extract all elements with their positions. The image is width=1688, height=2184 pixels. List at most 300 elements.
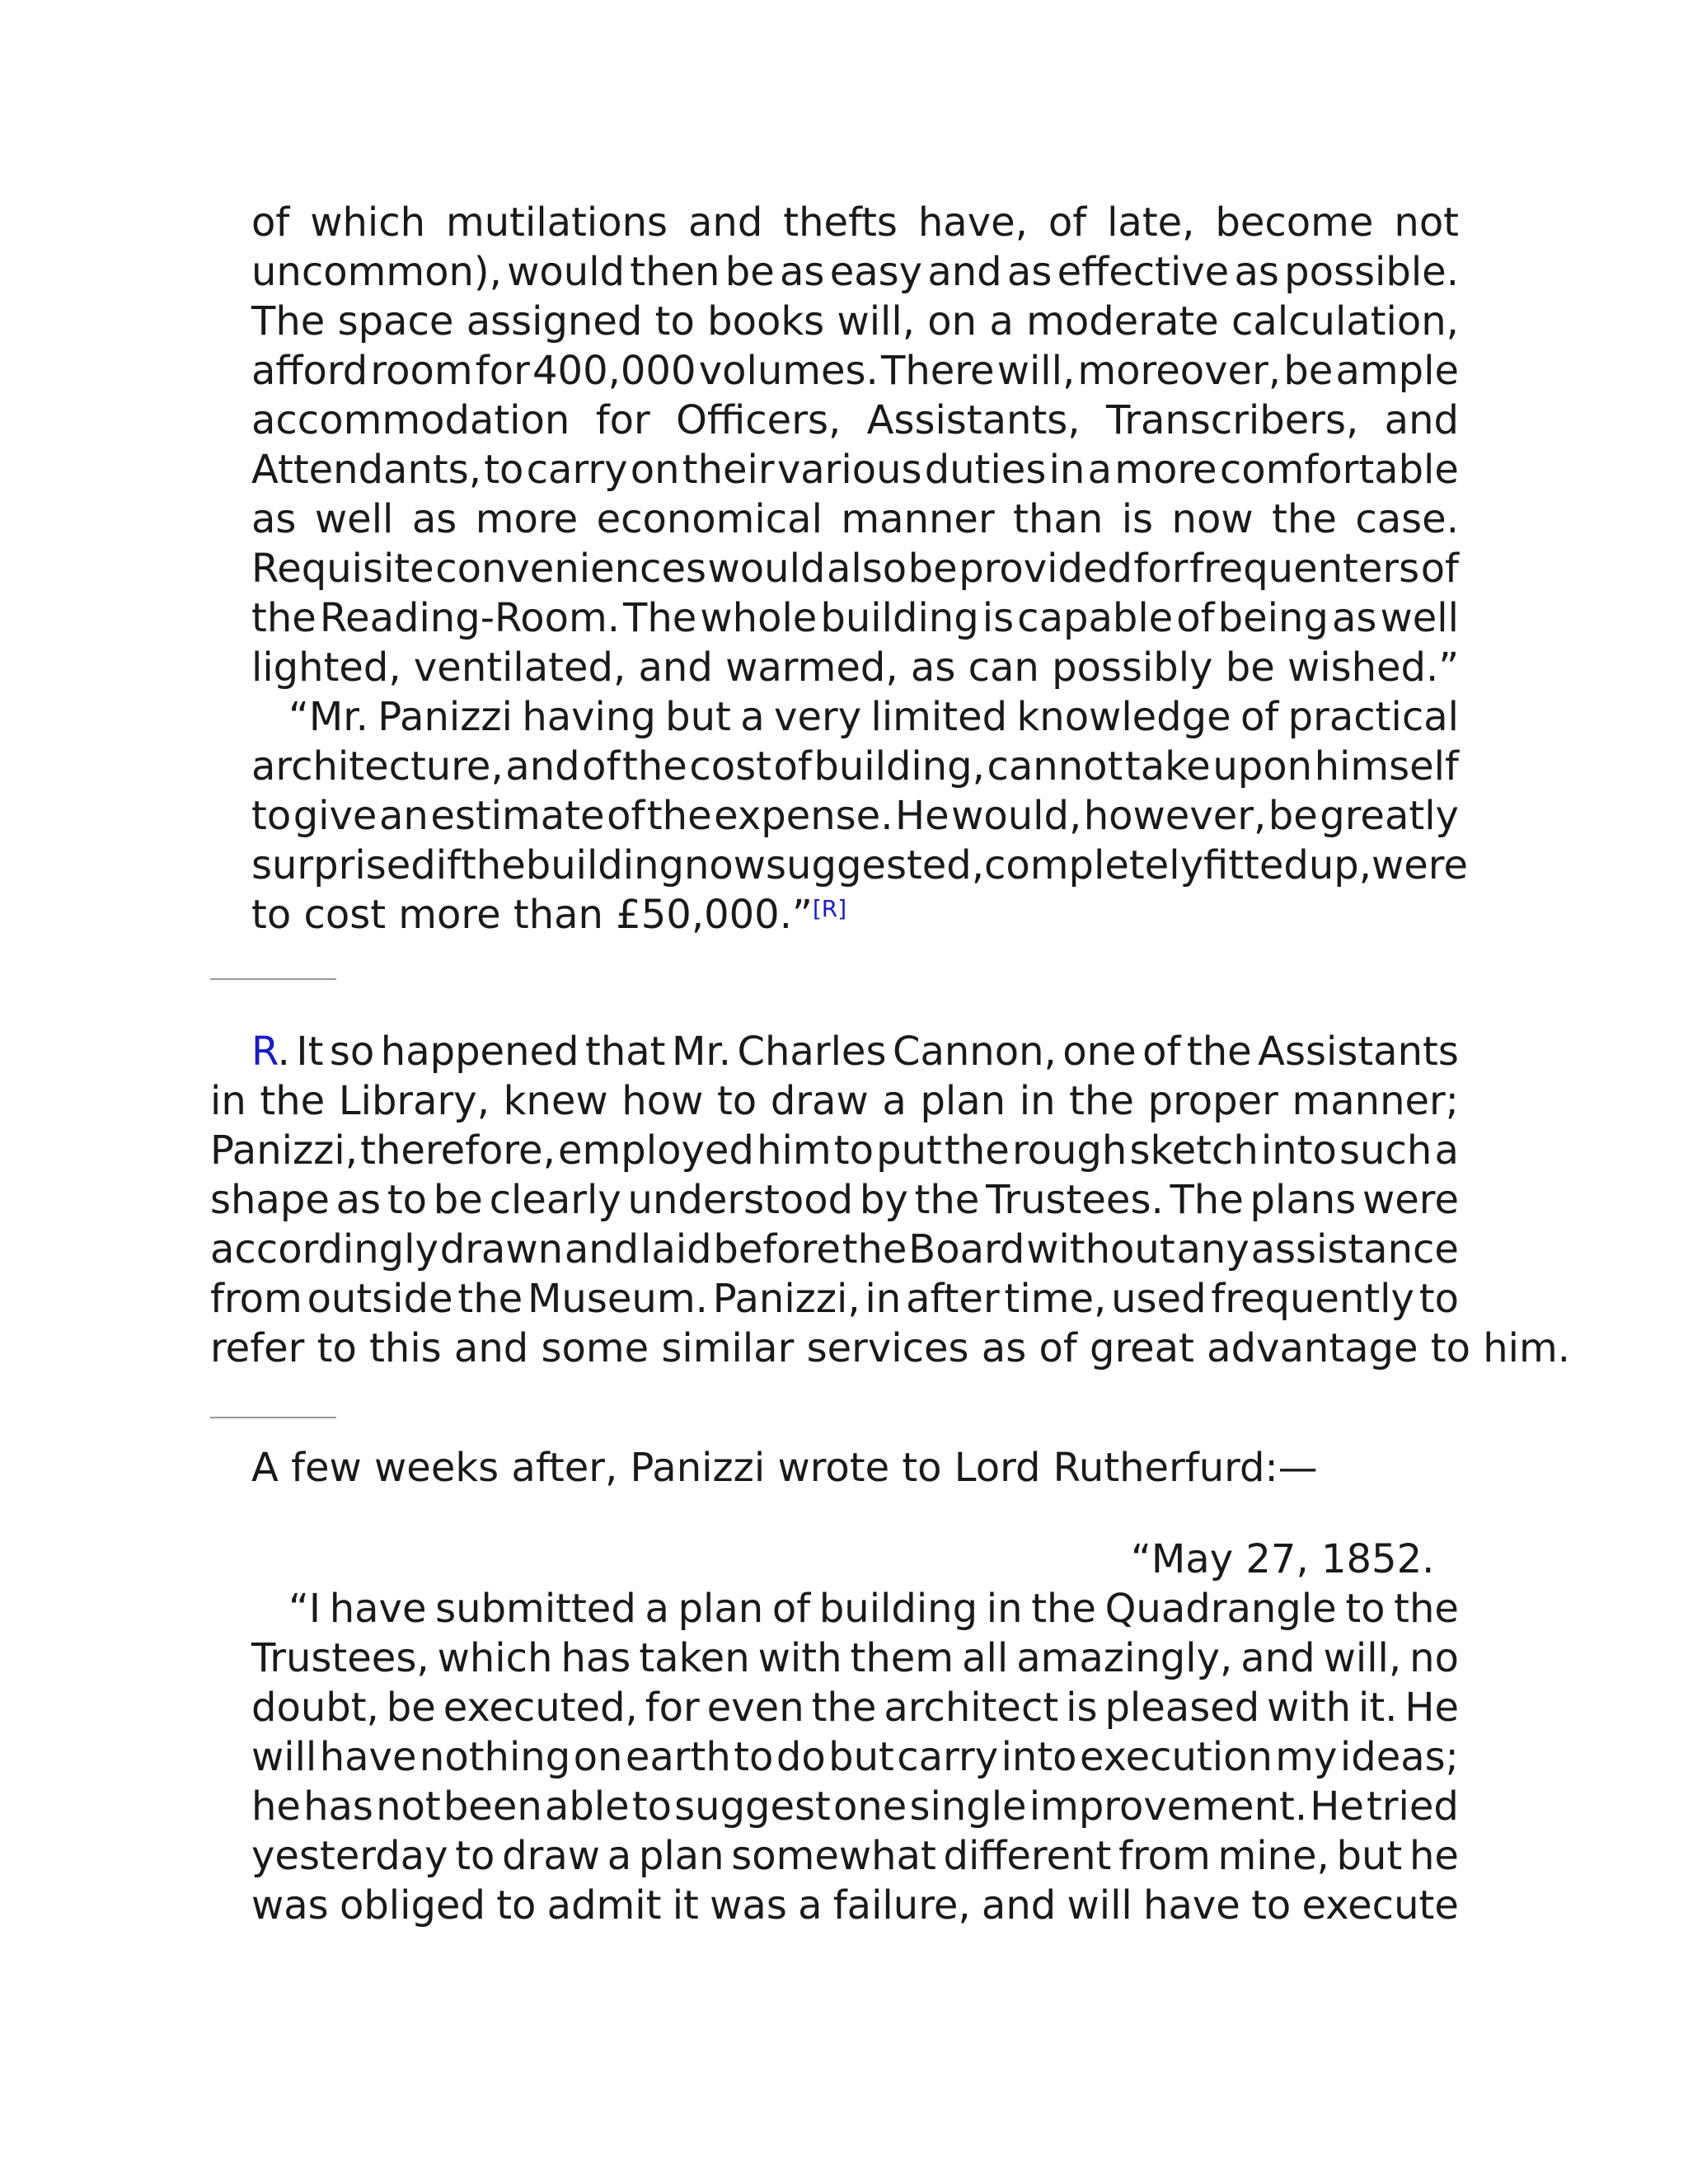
- word: draw: [502, 1833, 600, 1879]
- word: with: [1267, 1685, 1352, 1731]
- text-line: [251, 791, 1459, 841]
- word: such: [1339, 1127, 1432, 1174]
- word: room: [370, 348, 473, 394]
- word: Assistants: [1258, 1029, 1459, 1075]
- word: then: [630, 249, 720, 295]
- word: He: [894, 793, 950, 839]
- word: the: [1031, 1586, 1096, 1632]
- word: any: [1176, 1226, 1250, 1272]
- text-line: [251, 494, 1459, 544]
- word: on: [573, 1734, 623, 1780]
- word: upon: [1212, 743, 1313, 790]
- word: pleased: [1104, 1685, 1260, 1731]
- word: mine,: [1217, 1833, 1329, 1879]
- word: for: [475, 348, 530, 394]
- word: which: [437, 1635, 553, 1681]
- word: not: [1394, 199, 1459, 246]
- footnote-first-line-rest: .: [277, 1029, 290, 1075]
- text-line: [210, 1274, 1459, 1324]
- word: to: [484, 447, 524, 493]
- word: have: [1143, 1882, 1240, 1929]
- word: therefore,: [360, 1127, 556, 1174]
- text-line: [251, 1732, 1459, 1782]
- footnote-line-content: [251, 1027, 1459, 1076]
- word: and: [505, 743, 580, 790]
- word: to: [455, 1833, 495, 1879]
- word: a: [882, 1078, 907, 1124]
- word: limited: [870, 694, 1008, 740]
- word: clearly: [489, 1177, 621, 1223]
- word: as: [1006, 249, 1053, 295]
- word: however,: [1083, 793, 1267, 839]
- word: the: [460, 842, 526, 888]
- word: more: [1114, 447, 1217, 493]
- word: It: [296, 1029, 324, 1075]
- word: to: [251, 793, 292, 839]
- word: comfortable: [1219, 447, 1459, 493]
- word: for: [1133, 546, 1189, 592]
- word: duties: [924, 447, 1047, 493]
- word: draw: [770, 1078, 869, 1124]
- word: conveniences: [435, 546, 706, 592]
- text-line: [251, 841, 1469, 890]
- word: was: [251, 1882, 329, 1929]
- text-line: [251, 346, 1459, 396]
- word: put: [876, 1127, 942, 1174]
- word: and: [688, 199, 763, 246]
- word: failure,: [832, 1882, 971, 1929]
- word: all: [962, 1635, 1009, 1681]
- word: amazingly,: [1016, 1635, 1233, 1681]
- word: whole: [700, 595, 818, 641]
- word: become: [1215, 199, 1374, 246]
- word: building: [818, 1586, 978, 1632]
- word: economical: [596, 496, 823, 542]
- word: before: [713, 1226, 841, 1272]
- word: would: [707, 546, 826, 592]
- word: to: [631, 1783, 672, 1830]
- word: volumes.: [698, 348, 879, 394]
- word: well: [1380, 595, 1459, 641]
- word: but: [665, 694, 731, 740]
- word: Panizzi: [377, 694, 513, 740]
- word: Museum.: [528, 1276, 708, 1322]
- word: take: [1124, 743, 1211, 790]
- word: submitted: [435, 1586, 636, 1632]
- footnote-first-line: [251, 1027, 1459, 1076]
- word: a: [1434, 1127, 1459, 1174]
- word: very: [774, 694, 862, 740]
- word: but: [1336, 1833, 1403, 1879]
- text-line: [251, 742, 1459, 791]
- word: Reading-Room.: [319, 595, 620, 641]
- word: The: [1170, 1177, 1244, 1223]
- word: Quadrangle: [1104, 1586, 1337, 1632]
- text-line: [251, 544, 1459, 593]
- word: The: [251, 298, 326, 344]
- word: building,: [814, 743, 985, 790]
- word: execution: [1079, 1734, 1273, 1780]
- letter-date: “May 27, 1852.: [1131, 1536, 1435, 1582]
- word: and: [1240, 1635, 1315, 1681]
- word: knowledge: [1016, 694, 1231, 740]
- word: “I: [288, 1586, 321, 1632]
- word: a: [798, 1882, 823, 1929]
- word: Requisite: [251, 546, 434, 592]
- footnote-ref-link[interactable]: [R]: [812, 895, 847, 922]
- word: also: [826, 546, 907, 592]
- word: to: [387, 1177, 428, 1223]
- word: have,: [917, 199, 1028, 246]
- word: which: [310, 199, 426, 246]
- text-line: [251, 593, 1459, 643]
- word: of: [1420, 546, 1459, 592]
- word: has: [303, 1783, 373, 1830]
- text-line: [210, 1175, 1459, 1225]
- word: expense.: [714, 793, 893, 839]
- word: knew: [503, 1078, 608, 1124]
- word: Panizzi,: [712, 1276, 860, 1322]
- text-line: [251, 1831, 1459, 1881]
- word: of: [1176, 595, 1215, 641]
- word: being: [1217, 595, 1329, 641]
- word: will,: [837, 298, 915, 344]
- word: completely: [984, 842, 1203, 888]
- word: it.: [1357, 1685, 1398, 1731]
- word: moderate: [1026, 298, 1219, 344]
- word: admit: [546, 1882, 662, 1929]
- word: as: [1331, 595, 1377, 641]
- word: on: [630, 447, 680, 493]
- word: practical: [1287, 694, 1459, 740]
- word: will: [1067, 1882, 1132, 1929]
- word: a: [1087, 447, 1112, 493]
- word: greatly: [1320, 793, 1459, 839]
- word: moreover,: [1077, 348, 1282, 394]
- word: is: [982, 595, 1015, 641]
- word: the: [260, 1078, 326, 1124]
- word: to: [1251, 1882, 1292, 1929]
- word: to: [734, 1734, 774, 1780]
- word: doubt,: [251, 1685, 379, 1731]
- word: in: [986, 1586, 1023, 1632]
- word: be: [724, 249, 775, 295]
- word: him: [757, 1127, 832, 1174]
- word: architecture,: [251, 743, 504, 790]
- word: plan: [678, 1586, 764, 1632]
- word: architect: [884, 1685, 1059, 1731]
- word: single: [909, 1783, 1027, 1830]
- word: suggest: [674, 1783, 831, 1830]
- word: Cannon,: [892, 1029, 1057, 1075]
- word: Attendants,: [251, 447, 481, 493]
- word: in: [210, 1078, 246, 1124]
- word: Board: [908, 1226, 1025, 1272]
- word: would: [507, 249, 626, 295]
- word: mutilations: [446, 199, 668, 246]
- word: to: [833, 1127, 874, 1174]
- word: Officers,: [676, 397, 842, 443]
- word: into: [1260, 1127, 1337, 1174]
- word: Panizzi,: [210, 1127, 358, 1174]
- word: give: [293, 793, 377, 839]
- word: up,: [1308, 842, 1372, 888]
- word: laid: [640, 1226, 712, 1272]
- text-line: [251, 198, 1459, 247]
- word: have: [319, 1734, 417, 1780]
- word: surprised: [251, 842, 436, 888]
- word: case.: [1355, 496, 1459, 542]
- word: tried: [1366, 1783, 1459, 1830]
- word: different: [943, 1833, 1112, 1879]
- text-line: [251, 1683, 1459, 1732]
- word: the: [842, 1226, 907, 1272]
- word: somewhat: [731, 1833, 936, 1879]
- word: thefts: [783, 199, 898, 246]
- word: Trustees.: [986, 1177, 1164, 1223]
- word: He: [1310, 1783, 1364, 1830]
- word: capable: [1017, 595, 1174, 641]
- word: be: [1268, 793, 1318, 839]
- word: plan: [638, 1833, 724, 1879]
- word: happened: [380, 1029, 579, 1075]
- word: He: [1404, 1685, 1459, 1731]
- word: late,: [1107, 199, 1195, 246]
- word: to: [496, 1882, 537, 1929]
- text-line: [251, 1881, 1459, 1930]
- word: is: [1121, 496, 1154, 542]
- word: of: [1240, 694, 1279, 740]
- word: employed: [558, 1127, 754, 1174]
- word: on: [927, 298, 978, 344]
- word: the: [945, 1127, 1010, 1174]
- word: do: [776, 1734, 826, 1780]
- word: rough: [1011, 1127, 1128, 1174]
- word: There: [881, 348, 995, 394]
- word: into: [1001, 1734, 1077, 1780]
- word: have: [329, 1586, 427, 1632]
- word: in: [865, 1276, 902, 1322]
- word: effective: [1057, 249, 1230, 295]
- text-line: lighted, ventilated, and warmed, as can possibly be wished.”: [251, 644, 1460, 691]
- word: was: [710, 1882, 787, 1929]
- word: as: [1234, 249, 1279, 295]
- word: been: [443, 1783, 542, 1830]
- word: is: [1066, 1685, 1098, 1731]
- word: more: [475, 496, 579, 542]
- word: the: [1186, 1029, 1252, 1075]
- text-line: [251, 445, 1459, 494]
- word: of: [1142, 1029, 1181, 1075]
- word: frequently: [1211, 1276, 1414, 1322]
- word: having: [522, 694, 656, 740]
- word: without: [1026, 1226, 1175, 1272]
- word: will,: [996, 348, 1076, 394]
- word: their: [682, 447, 775, 493]
- word: as: [251, 496, 297, 542]
- word: Library,: [338, 1078, 490, 1124]
- word: an: [378, 793, 429, 839]
- word: and: [1384, 397, 1459, 443]
- word: accordingly: [210, 1226, 438, 1272]
- word: has: [560, 1635, 631, 1681]
- word: cost: [689, 743, 771, 790]
- word: Assistants,: [866, 397, 1081, 443]
- word: be: [386, 1685, 436, 1731]
- word: in: [1048, 447, 1085, 493]
- text-line: [251, 396, 1459, 445]
- text-line: refer to this and some similar services as of great advantage to him.: [210, 1325, 1570, 1371]
- word: ample: [1335, 348, 1459, 394]
- word: carry: [526, 447, 628, 493]
- word: one: [1062, 1029, 1137, 1075]
- word: of: [251, 199, 290, 246]
- word: assistance: [1250, 1226, 1459, 1272]
- word: my: [1275, 1734, 1338, 1780]
- word: earth: [625, 1734, 731, 1780]
- word: calculation,: [1231, 298, 1459, 344]
- word: understood: [627, 1177, 854, 1223]
- word: The: [623, 595, 697, 641]
- text-line-content: to cost more than £50,000.”: [251, 892, 813, 938]
- word: Mr.: [671, 1029, 731, 1075]
- word: the: [646, 793, 712, 839]
- word: suggested,: [766, 842, 985, 888]
- word: “Mr.: [288, 694, 368, 740]
- word: the: [622, 743, 687, 790]
- word: with: [757, 1635, 842, 1681]
- word: time,: [1004, 1276, 1107, 1322]
- word: plan: [920, 1078, 1006, 1124]
- word: and: [981, 1882, 1057, 1929]
- word: to: [1345, 1586, 1386, 1632]
- word: be: [1283, 348, 1334, 394]
- word: to: [1418, 1276, 1459, 1322]
- word: nothing: [419, 1734, 571, 1780]
- text-line: [210, 1225, 1459, 1274]
- word: it: [672, 1882, 699, 1929]
- word: Charles: [737, 1029, 887, 1075]
- footnote-label-wrap: [251, 1027, 290, 1076]
- word: Transcribers,: [1105, 397, 1359, 443]
- narrative-paragraph: A few weeks after, Panizzi wrote to Lord Rutherfurd:—: [251, 1445, 1318, 1491]
- word: accommodation: [251, 397, 570, 443]
- word: estimate: [430, 793, 605, 839]
- word: able: [544, 1783, 630, 1830]
- word: outside: [307, 1276, 453, 1322]
- text-line: [251, 1782, 1459, 1831]
- word: Trustees,: [251, 1635, 429, 1681]
- word: were: [1372, 842, 1469, 888]
- word: will: [251, 1734, 317, 1780]
- word: in: [1019, 1078, 1056, 1124]
- word: executed,: [443, 1685, 638, 1731]
- word: 400,000: [532, 348, 696, 394]
- word: afford: [251, 348, 368, 394]
- footnote-divider: [210, 978, 336, 980]
- word: were: [1362, 1177, 1459, 1223]
- word: one: [833, 1783, 907, 1830]
- word: space: [337, 298, 454, 344]
- word: would,: [951, 793, 1082, 839]
- word: the: [1069, 1078, 1134, 1124]
- word: well: [314, 496, 394, 542]
- word: and: [927, 249, 1002, 295]
- word: the: [811, 1685, 877, 1731]
- word: as: [780, 249, 825, 295]
- footnote-divider: [210, 1417, 336, 1418]
- word: to: [654, 298, 695, 344]
- word: manner: [841, 496, 995, 542]
- text-line: [288, 1584, 1459, 1633]
- word: of: [773, 743, 812, 790]
- word: from: [210, 1276, 302, 1322]
- word: even: [706, 1685, 804, 1731]
- text-line: [288, 692, 1459, 742]
- word: plans: [1250, 1177, 1357, 1223]
- word: building: [525, 842, 684, 888]
- word: the: [914, 1177, 980, 1223]
- word: of: [1048, 199, 1087, 246]
- word: of: [771, 1586, 811, 1632]
- word: now: [684, 842, 767, 888]
- word: after: [906, 1276, 1000, 1322]
- word: be: [433, 1177, 483, 1223]
- word: from: [1118, 1833, 1211, 1879]
- word: a: [740, 694, 765, 740]
- word: be: [907, 546, 958, 592]
- word: how: [621, 1078, 704, 1124]
- word: he: [251, 1783, 301, 1830]
- word: uncommon),: [251, 249, 502, 295]
- word: by: [859, 1177, 908, 1223]
- word: drawn: [439, 1226, 564, 1272]
- word: easy: [829, 249, 923, 295]
- word: fitted: [1203, 842, 1309, 888]
- word: not: [376, 1783, 441, 1830]
- word: shape: [210, 1177, 330, 1223]
- word: now: [1171, 496, 1254, 542]
- word: taken: [639, 1635, 750, 1681]
- word: manner;: [1292, 1078, 1459, 1124]
- word: he: [1409, 1833, 1459, 1879]
- word: execute: [1301, 1882, 1459, 1929]
- word: the: [457, 1276, 523, 1322]
- word: building: [820, 595, 979, 641]
- word: if: [435, 842, 461, 888]
- word: a: [989, 298, 1014, 344]
- word: various: [776, 447, 922, 493]
- word: the: [1394, 1586, 1459, 1632]
- word: to: [716, 1078, 757, 1124]
- word: sketch: [1129, 1127, 1259, 1174]
- word: a: [607, 1833, 632, 1879]
- footnote-backlink[interactable]: R: [251, 1029, 278, 1075]
- word: yesterday: [251, 1833, 448, 1879]
- word: that: [585, 1029, 666, 1075]
- text-line: [251, 890, 846, 940]
- word: a: [645, 1586, 669, 1632]
- word: for: [595, 397, 650, 443]
- word: books: [707, 298, 825, 344]
- word: of: [582, 743, 621, 790]
- word: no: [1409, 1635, 1459, 1681]
- word: obliged: [339, 1882, 485, 1929]
- word: used: [1111, 1276, 1207, 1322]
- word: as: [335, 1177, 382, 1223]
- word: but: [828, 1734, 894, 1780]
- word: possible.: [1284, 249, 1459, 295]
